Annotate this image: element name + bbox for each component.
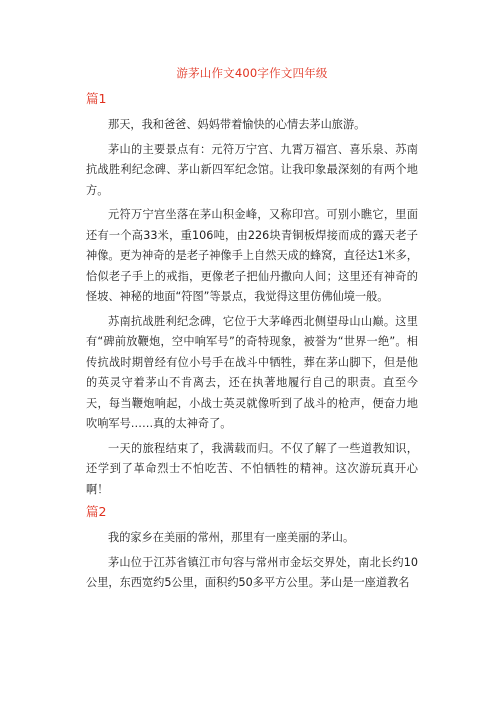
paragraph: 我的家乡在美丽的常州，那里有一座美丽的茅山。 — [108, 531, 355, 544]
paragraph: 那天，我和爸爸、妈妈带着愉快的心情去茅山旅游。 — [108, 118, 366, 131]
paragraph: 茅山的主要景点有：元符万宁宫、九霄万福宫、喜乐泉、苏南抗战胜利纪念碑、茅山新四军纪念馆。让我印象最深刻的有两个地方。 — [86, 142, 418, 197]
essay-section-1 — [86, 91, 418, 500]
paragraph: 苏南抗战胜利纪念碑，它位于大茅峰西北侧望母山山巅。这里有“碑前放鞭炮，空中响军号”的奇特现象，被誉为“世界一绝”。相传抗战时期曾经有位小号手在战斗中牺牲，葬在茅山脚下，但是他的英灵守着茅山不肯离去，还在执著地履行自己的职责。直至今天，每当鞭炮响起，小战士英灵就像听到了战斗的枪声，便奋力地吹响军号……真的太神奇了。 — [86, 314, 418, 430]
paragraph: 元符万宁宫坐落在茅山积金峰，又称印宫。可别小瞧它，里面还有一个高33米，重106吨，由226块青铜板焊接而成的露天老子神像。更为神奇的是老子神像手上自然天成的蜂窝，直径达1米多，恰似老子手上的戒指，更像老子把仙丹撒向人间；这里还有神奇的怪坡、神秘的地面“符图”等景点，我觉得这里仿佛仙境一般。 — [86, 208, 418, 303]
section-heading: 篇2 — [86, 504, 107, 519]
section-heading: 篇1 — [86, 91, 107, 106]
page-title: 游茅山作文400字作文四年级 — [176, 66, 328, 80]
paragraph: 茅山位于江苏省镇江市句容与常州市金坛交界处，南北长约10公里，东西宽约5公里，面积约50多平方公里。茅山是一座道教名 — [86, 555, 418, 589]
essay-section-2 — [86, 504, 418, 594]
paragraph: 一天的旅程结束了，我满载而归。不仅了解了一些道教知识，还学到了革命烈士不怕吃苦、不怕牺牲的精神。这次游玩真开心啊！ — [86, 441, 418, 496]
